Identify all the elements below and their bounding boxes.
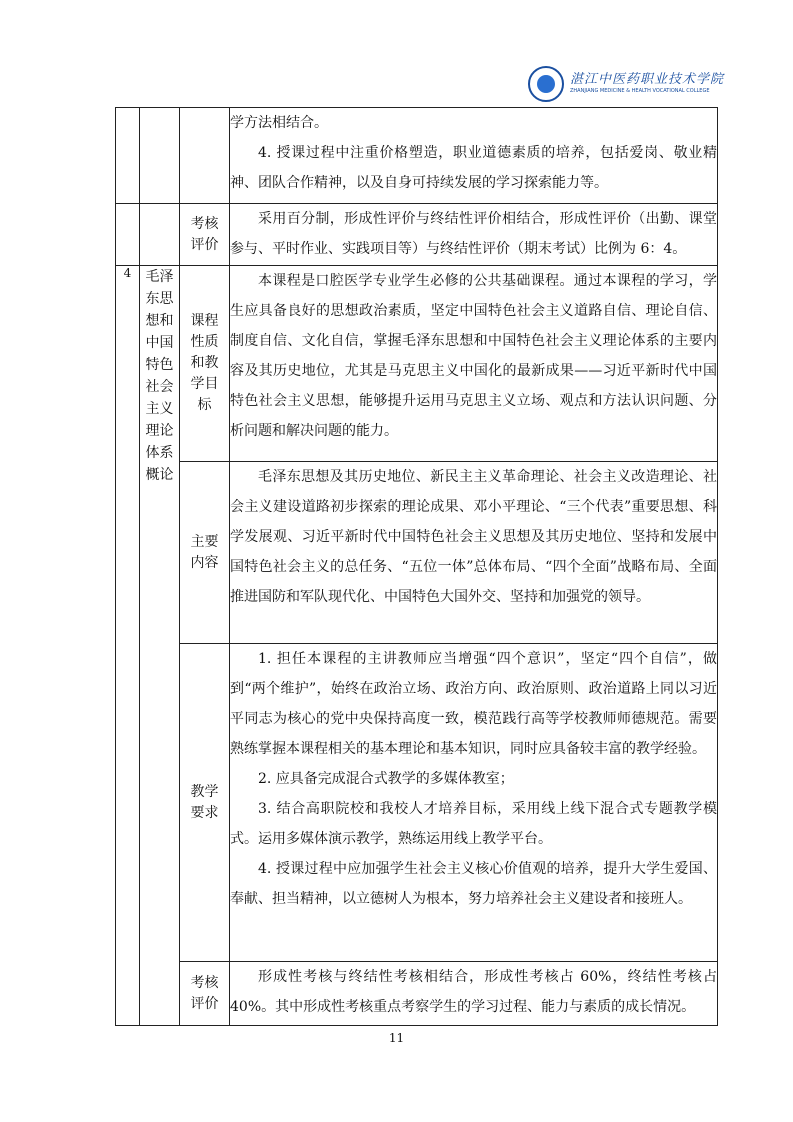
section-label: 主要内容 bbox=[190, 533, 219, 571]
text-paragraph: 毛泽东思想及其历史地位、新民主主义革命理论、社会主义改造理论、社会主义建设道路初步探索的理论成果、邓小平理论、“三个代表”重要思想、科学发展观、习近平新时代中国特色社会主义思想及其历史地位、坚持和发展中国特色社会主义的总任务、“五位一体”总体布局、“四个全面”战略布局、全面推进国防和军队现代化、中国特色大国外交、坚持和加强党的领导。 bbox=[230, 469, 717, 605]
school-name-cn: 湛江中医药职业技术学院 bbox=[570, 72, 725, 87]
text-paragraph: 4. 授课过程中注重价格塑造，职业道德素质的培养，包括爱岗、敬业精神、团队合作精神，以及自身可持续发展的学习探索能力等。 bbox=[230, 145, 717, 191]
course-name-cell bbox=[140, 108, 180, 204]
section-label: 教学要求 bbox=[190, 783, 219, 821]
text-paragraph: 2. 应具备完成混合式教学的多媒体教室； bbox=[258, 771, 514, 787]
page-number: 11 bbox=[388, 1031, 405, 1045]
text-paragraph: 学方法相结合。 bbox=[230, 115, 328, 131]
text-paragraph: 3. 结合高职院校和我校人才培养目标，采用线上线下混合式专题教学模式。运用多媒体演示教学，熟练运用线上教学平台。 bbox=[230, 801, 717, 847]
section-label: 考核评价 bbox=[190, 215, 219, 253]
section-label: 课程性质和教学目标 bbox=[190, 313, 219, 413]
text-paragraph: 采用百分制，形成性评价与终结性评价相结合，形成性评价（出勤、课堂参与、平时作业、实践项目等）与终结性评价（期末考试）比例为 6：4。 bbox=[230, 211, 717, 257]
text-paragraph: 4. 授课过程中应加强学生社会主义核心价值观的培养，提升大学生爱国、奉献、担当精神，以立德树人为根本，努力培养社会主义建设者和接班人。 bbox=[230, 861, 717, 907]
school-emblem-icon bbox=[528, 66, 564, 102]
school-logo bbox=[528, 66, 725, 106]
table-row bbox=[116, 204, 718, 266]
section-label: 考核评价 bbox=[190, 974, 219, 1012]
text-paragraph: 形成性考核与终结性考核相结合，形成性考核占 60%，终结性考核占 40%。其中形成性考核重点考察学生的学习过程、能力与素质的成长情况。 bbox=[230, 969, 717, 1015]
course-name: 毛泽东思想和中国特色社会主义理论体系概论 bbox=[145, 269, 174, 483]
text-paragraph: 本课程是口腔医学专业学生必修的公共基础课程。通过本课程的学习，学生应具备良好的思想政治素质，坚定中国特色社会主义道路自信、理论自信、制度自信、文化自信，掌握毛泽东思想和中国特色社会主义理论体系的主要内容及其历史地位，尤其是马克思主义中国化的最新成果——习近平新时代中国特色社会主义思想，能够提升运用马克思主义立场、观点和方法认识问题、分析问题和解决问题的能力。 bbox=[230, 273, 717, 439]
school-name-en: ZHANJIANG MEDICINE & HEALTH VOCATIONAL COLLEGE bbox=[570, 88, 710, 94]
table-row bbox=[116, 108, 718, 204]
table-row bbox=[116, 462, 718, 644]
table-row bbox=[116, 266, 718, 462]
course-number: 4 bbox=[116, 266, 140, 1026]
course-number-cell bbox=[116, 108, 140, 204]
curriculum-table bbox=[115, 107, 718, 1026]
section-label-cell bbox=[180, 108, 230, 204]
table-row bbox=[116, 962, 718, 1026]
table-row bbox=[116, 644, 718, 962]
text-paragraph: 1. 担任本课程的主讲教师应当增强“四个意识”，坚定“四个自信”，做到“两个维护”，始终在政治立场、政治方向、政治原则、政治道路上同以习近平同志为核心的党中央保持高度一致，模范践行高等学校教师师德规范。需要熟练掌握本课程相关的基本理论和基本知识，同时应具备较丰富的教学经验。 bbox=[230, 651, 717, 757]
teaching-requirement-continued bbox=[230, 108, 718, 204]
